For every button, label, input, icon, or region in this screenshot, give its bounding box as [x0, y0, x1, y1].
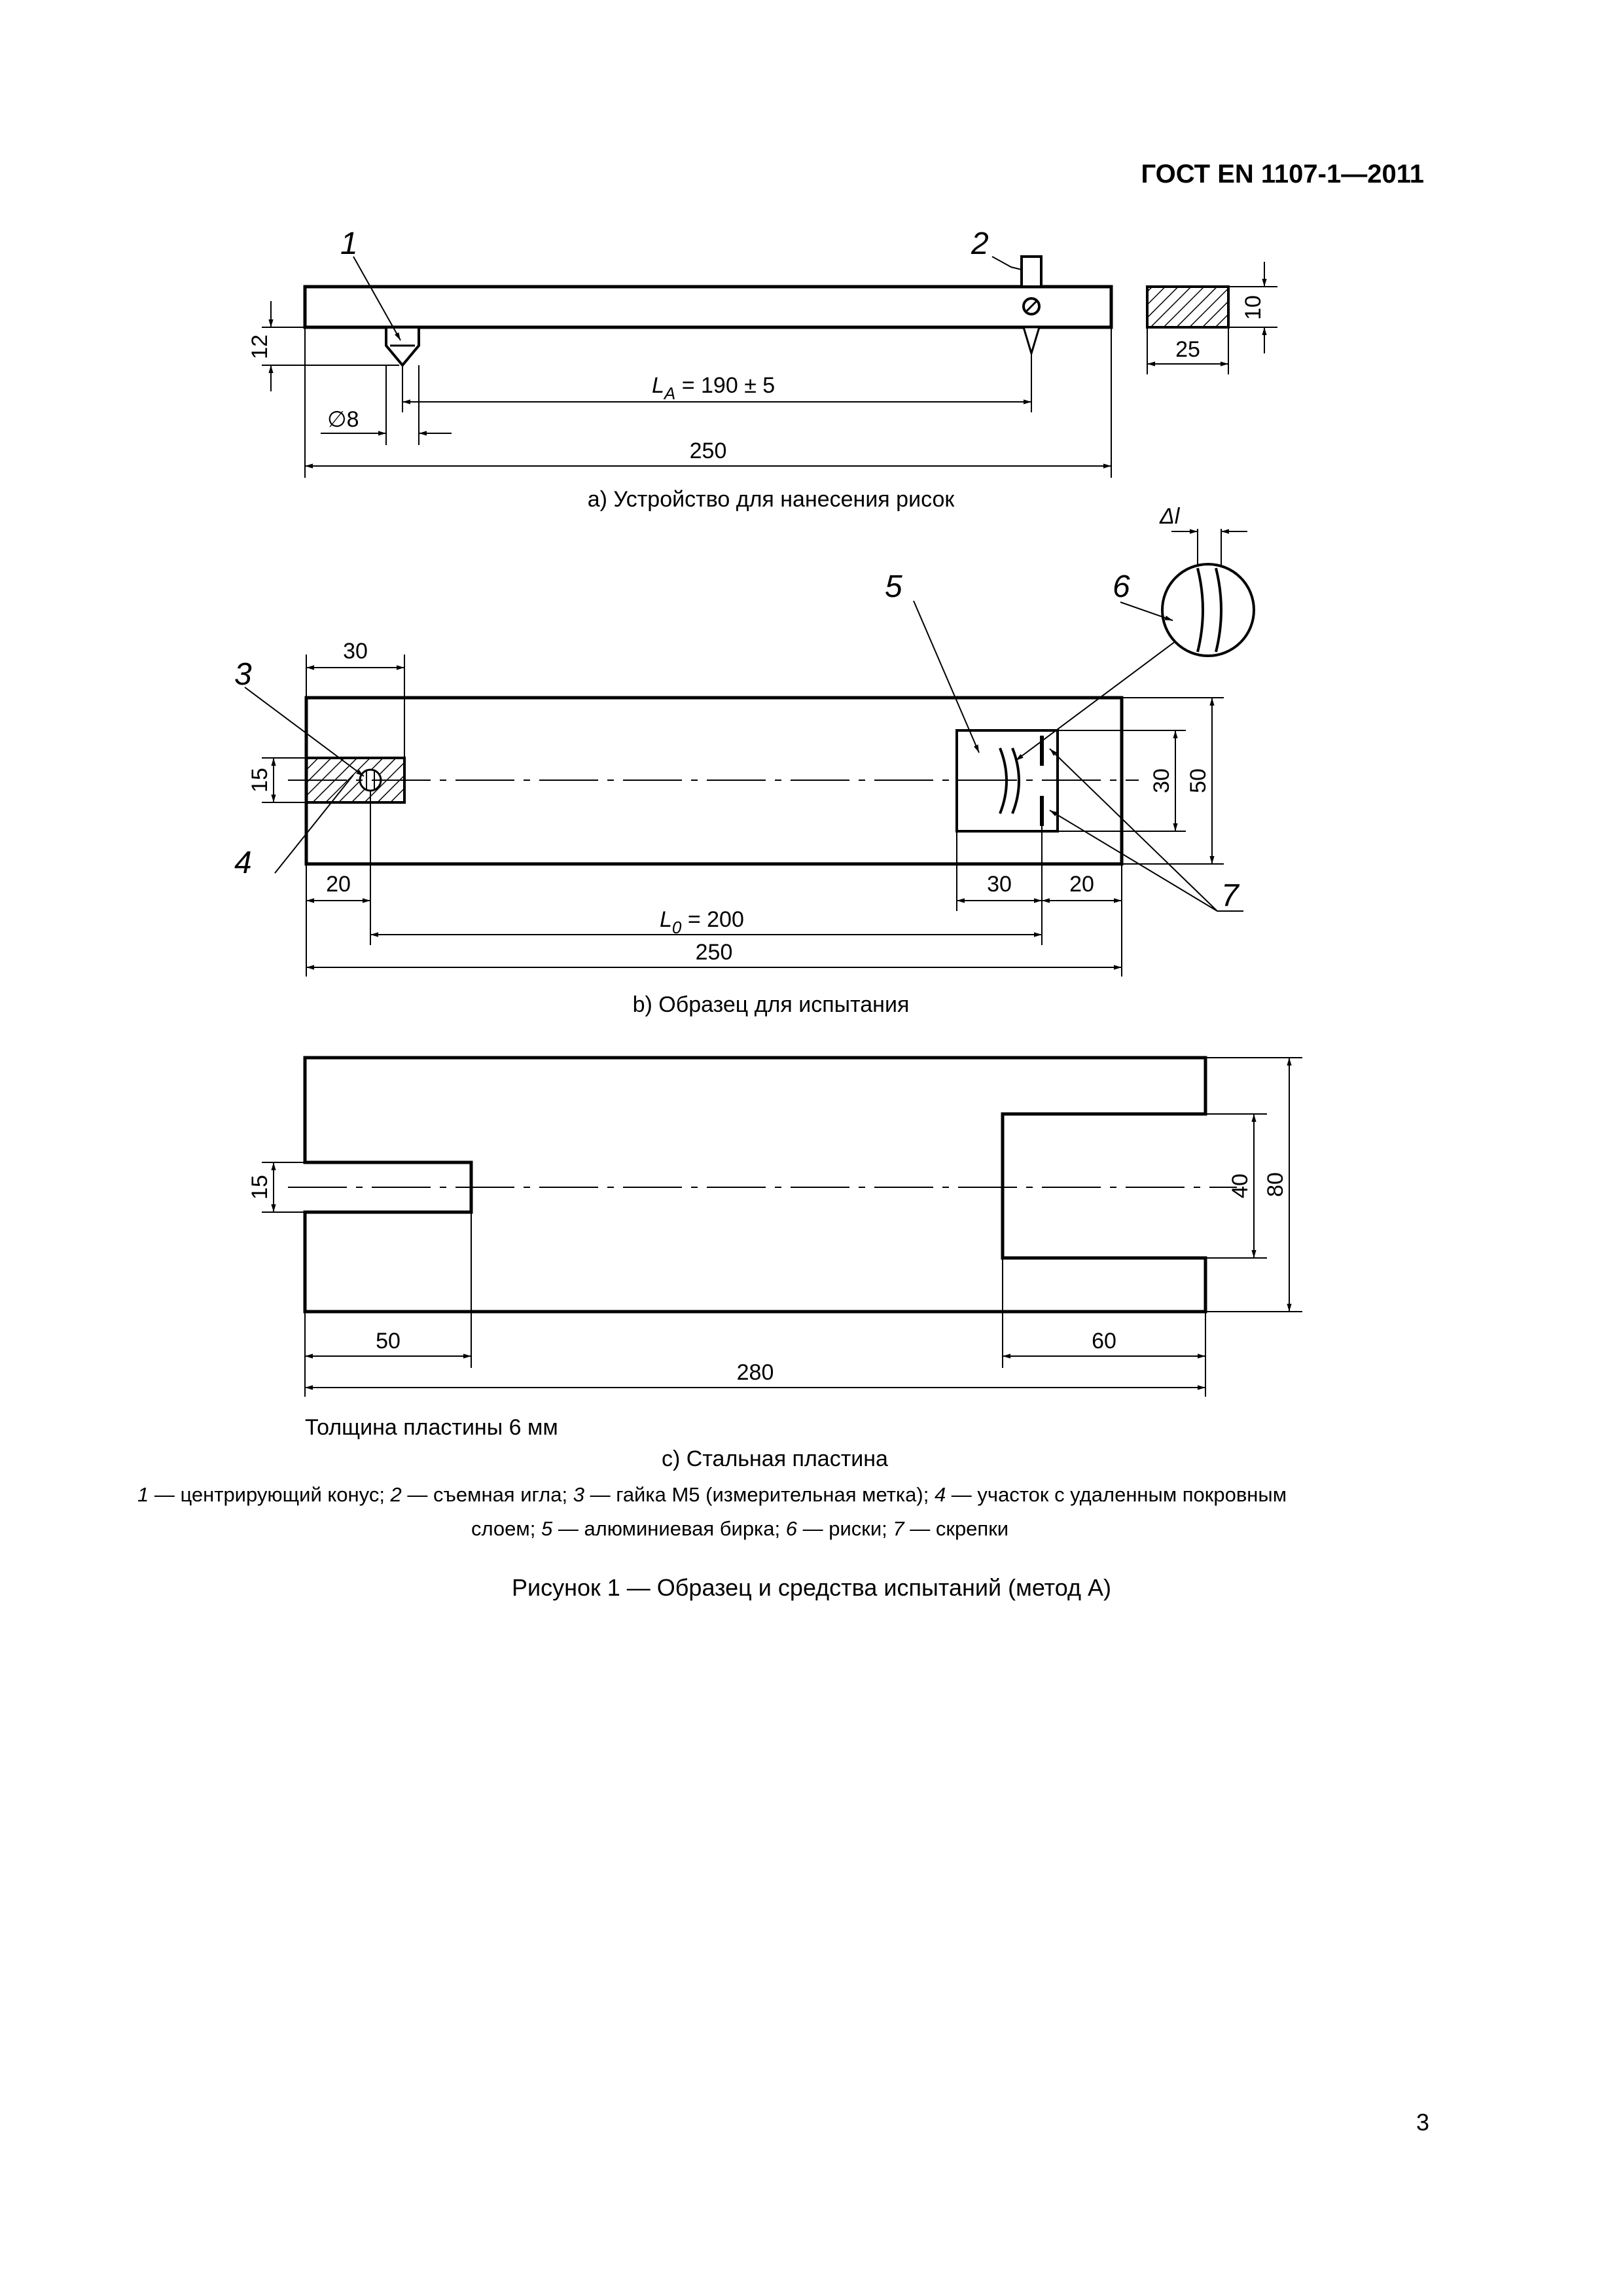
figure-legend: 1 — центрирующий конус; 2 — съемная игла; 3 — гайка М5 (измерительная метка); 4 — участок с удаленным покровным слоем; 5 — алюминиевая бирка; 6 — риски; 7 — скрепки [137, 1483, 1287, 1540]
label-delta-l: Δl [1160, 504, 1180, 529]
dim-80: 80 [1263, 1172, 1288, 1197]
dim-la: $L_A = 190 \pm 5$ [652, 373, 776, 403]
needle-tip [1024, 327, 1039, 353]
dim-30-right: 30 [987, 872, 1012, 897]
figure-caption: Рисунок 1 — Образец и средства испытаний (метод А) [512, 1574, 1111, 1601]
dim-280: 280 [736, 1360, 774, 1385]
label-1: 1 [340, 226, 358, 261]
dim-12: 12 [247, 334, 272, 359]
needle-top [1022, 257, 1041, 287]
dim-50: 50 [376, 1329, 401, 1354]
label-7: 7 [1221, 878, 1239, 913]
leader-5 [914, 601, 979, 753]
bar-section [1147, 287, 1228, 327]
dim-15-b: 15 [247, 768, 272, 793]
device-bar [305, 287, 1111, 327]
document-header: ГОСТ EN 1107-1—2011 [1141, 160, 1424, 188]
figure-b-test-specimen [245, 529, 1254, 977]
label-2: 2 [971, 226, 989, 261]
dim-30-v: 30 [1149, 768, 1174, 793]
label-4: 4 [234, 846, 252, 880]
caption-b: b) Образец для испытания [632, 992, 910, 1017]
label-3: 3 [234, 657, 252, 692]
dim-50-v: 50 [1186, 768, 1211, 793]
dim-diameter: ∅8 [327, 407, 359, 432]
magnified-marks [1162, 564, 1254, 656]
dim-250-a: 250 [689, 439, 727, 463]
dim-20-left: 20 [326, 872, 351, 897]
dim-40: 40 [1228, 1174, 1253, 1198]
dim-25: 25 [1175, 337, 1200, 362]
leader-2 [992, 257, 1022, 270]
dim-30-top: 30 [343, 639, 368, 664]
label-5: 5 [885, 569, 902, 604]
figure-a-scribing-device [262, 257, 1277, 478]
dim-20-right: 20 [1069, 872, 1094, 897]
thickness-note: Толщина пластины 6 мм [305, 1415, 558, 1440]
dim-250-b: 250 [695, 940, 733, 965]
page-number: 3 [1416, 2109, 1429, 2136]
dim-l0: $L_0 = 200$ [660, 907, 744, 937]
caption-c: с) Стальная пластина [662, 1446, 888, 1471]
figure-c-steel-plate [262, 1058, 1302, 1397]
dim-15-c: 15 [247, 1175, 272, 1200]
caption-a: а) Устройство для нанесения рисок [587, 487, 955, 512]
dim-60: 60 [1092, 1329, 1116, 1354]
leader-mag [1016, 641, 1175, 761]
dim-10: 10 [1241, 295, 1266, 320]
plate-outline [305, 1058, 1205, 1312]
label-6: 6 [1113, 569, 1130, 604]
leader-3 [245, 687, 364, 776]
